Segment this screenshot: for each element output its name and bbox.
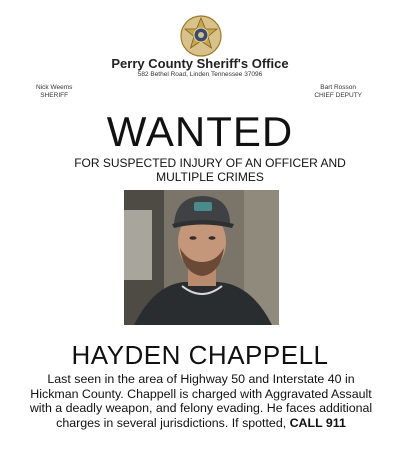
description-text: Last seen in the area of Highway 50 and Interstate 40 in Hickman County. Chappell is charged with Aggravated Assault with a deadly weapon, and felony evading. He faces additional charges in several jurisdictions. If spotted,	[29, 372, 373, 430]
suspect-photo	[124, 190, 279, 325]
suspect-name: HAYDEN CHAPPELL	[71, 340, 329, 370]
office-name: Perry County Sheriff's Office	[111, 56, 289, 71]
deputy-name: Bart Rosson	[320, 84, 357, 91]
wanted-headline: WANTED	[106, 108, 294, 155]
suspect-description	[28, 372, 374, 430]
deputy-title: CHIEF DEPUTY	[314, 92, 362, 99]
office-address: 582 Bethel Road, Linden Tennessee 37096	[137, 71, 263, 78]
deputy-block	[314, 84, 362, 100]
sheriff-name: Nick Weems	[36, 84, 73, 91]
sheriff-badge-icon	[176, 14, 226, 58]
charges-subhead: FOR SUSPECTED INJURY OF AN OFFICER AND MULTIPLE CRIMES	[74, 156, 346, 184]
sheriff-title: SHERIFF	[40, 92, 69, 99]
call-911-text: CALL 911	[289, 415, 346, 430]
sheriff-block	[36, 84, 72, 100]
